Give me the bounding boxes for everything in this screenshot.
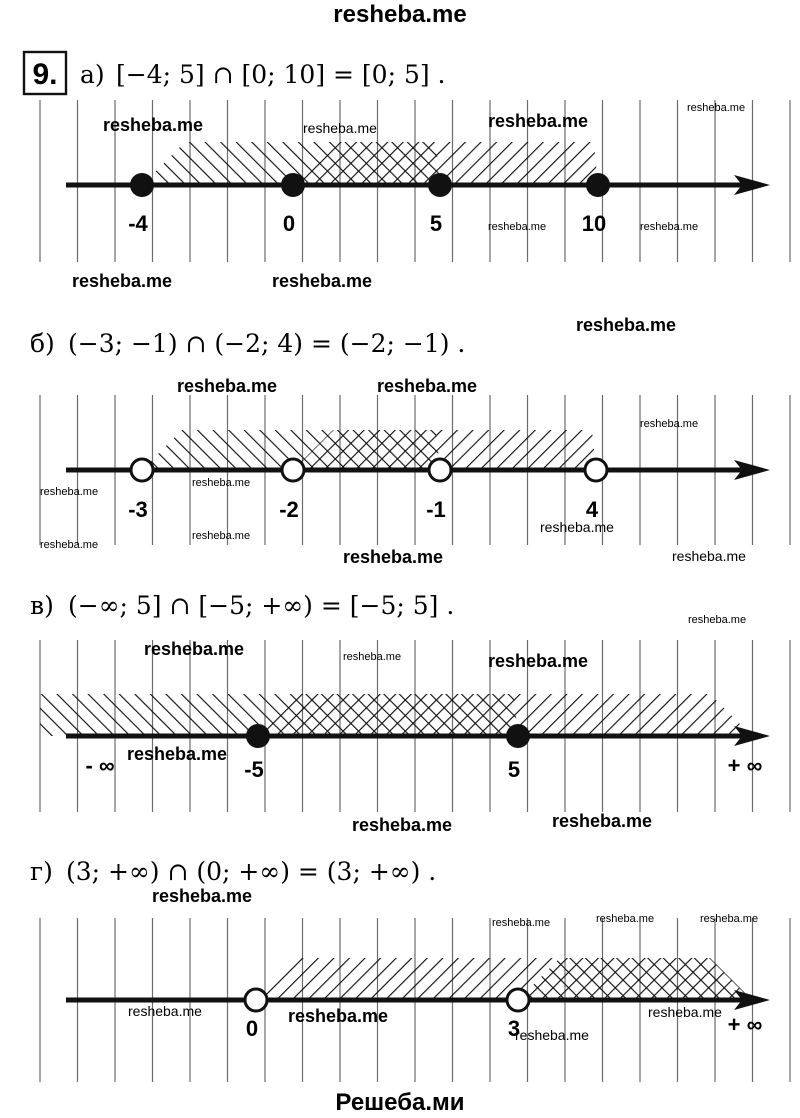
watermarks [40,102,758,1043]
minus-infinity-label: - ∞ [85,753,115,778]
watermark: resheba.me [515,1027,589,1043]
watermark: resheba.me [40,486,99,498]
watermark: resheba.me [492,917,551,929]
point-label: 4 [585,497,599,522]
filled-point [586,173,610,197]
point-label: -2 [279,497,299,522]
watermark: resheba.me [192,530,251,542]
part-b-letter: б) [30,329,55,358]
part-b-equation: (−3; −1) ∩ (−2; 4) = (−2; −1) . [68,329,466,358]
watermark: resheba.me [177,376,278,396]
part-a-letter: а) [80,60,105,89]
point-label: 3 [507,1016,521,1041]
hatch-region [258,694,752,736]
watermark: resheba.me [596,913,655,925]
watermark: resheba.me [288,1006,389,1026]
part-c-equation: (−∞; 5] ∩ [−5; +∞) = [−5; 5] . [68,591,455,620]
part-c-letter: в) [30,591,54,620]
point-label: -1 [426,497,446,522]
part-d-equation: (3; +∞) ∩ (0; +∞) = (3; +∞) . [66,857,437,886]
point-label: 0 [282,211,296,236]
watermark: resheba.me [303,120,377,136]
watermark: resheba.me [576,315,677,335]
watermark: resheba.me [672,548,746,564]
watermark: resheba.me [552,811,653,831]
part-a-equation: [−4; 5] ∩ [0; 10] = [0; 5] . [116,60,446,89]
open-point [131,459,153,481]
part-d-letter: г) [30,857,53,886]
filled-point [428,173,452,197]
filled-point [506,724,530,748]
watermark: resheba.me [144,639,245,659]
point-label: 5 [507,757,521,782]
watermark: resheba.me [488,651,589,671]
point-label: -4 [128,211,148,236]
watermark: resheba.me [40,539,99,551]
watermark: resheba.me [640,221,699,233]
open-point [585,459,607,481]
watermark: resheba.me [488,111,589,131]
header-site: resheba.me [333,1,467,28]
hatch-region [256,958,752,1000]
watermark: resheba.me [152,886,253,906]
filled-point [130,173,154,197]
open-point [245,989,267,1011]
point-label: -3 [128,497,148,522]
watermark: resheba.me [687,102,746,114]
watermark: resheba.me [377,376,478,396]
watermark: resheba.me [272,271,373,291]
watermark: resheba.me [127,744,228,764]
open-point [282,459,304,481]
watermark: resheba.me [343,547,444,567]
point-label: -5 [244,757,264,782]
point-label: 0 [245,1016,259,1041]
open-point [429,459,451,481]
watermark: resheba.me [128,1003,202,1019]
plus-infinity-label: + ∞ [727,1012,763,1037]
footer-site: Решеба.ми [335,1089,465,1116]
watermark: resheba.me [352,815,453,835]
plus-infinity-label: + ∞ [727,753,763,778]
filled-point [246,724,270,748]
watermark: resheba.me [343,651,402,663]
watermark: resheba.me [640,418,699,430]
point-label: 10 [581,211,607,236]
open-point [507,989,529,1011]
filled-point [281,173,305,197]
watermark: resheba.me [648,1004,722,1020]
watermark: resheba.me [700,913,759,925]
watermark: resheba.me [540,519,614,535]
watermark: resheba.me [192,477,251,489]
watermark: resheba.me [72,271,173,291]
watermark: resheba.me [103,115,204,135]
watermark: resheba.me [488,221,547,233]
problem-number: 9. [32,58,58,91]
watermark: resheba.me [688,614,747,626]
point-label: 5 [429,211,443,236]
